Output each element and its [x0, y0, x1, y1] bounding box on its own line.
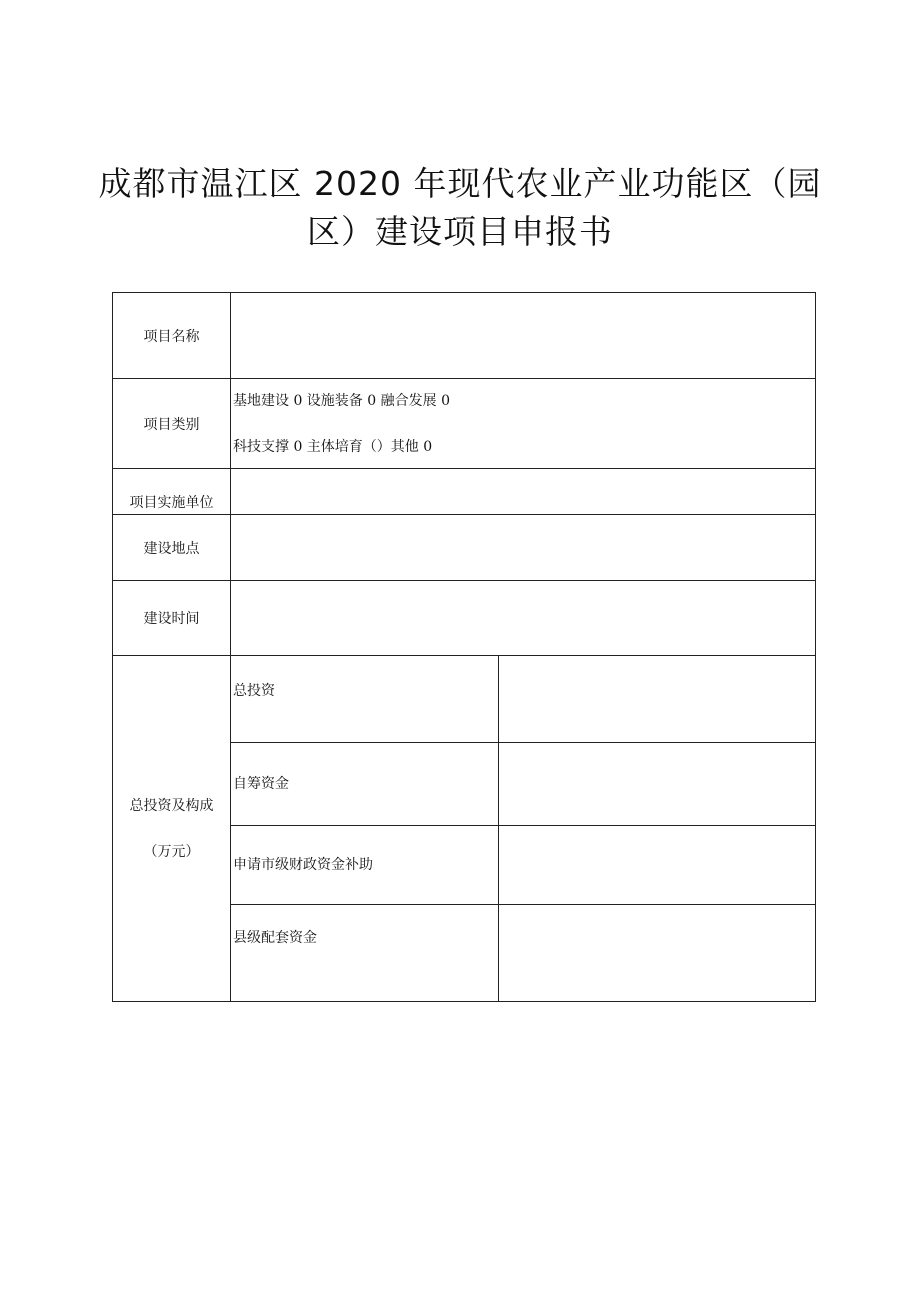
row-total-investment — [113, 656, 816, 743]
investment-label-line-2: （万元） — [143, 843, 200, 860]
project-name-field[interactable] — [231, 293, 816, 379]
document-title-line-2: 区）建设项目申报书 — [307, 212, 613, 251]
project-category-field[interactable] — [231, 379, 816, 469]
location-label: 建设地点 — [113, 515, 231, 581]
municipal-subsidy-field[interactable] — [499, 826, 816, 905]
county-matching-funds-field[interactable] — [499, 905, 816, 1002]
implementing-unit-field[interactable] — [231, 469, 816, 515]
construction-time-label: 建设时间 — [113, 581, 231, 656]
location-field[interactable] — [231, 515, 816, 581]
construction-time-field[interactable] — [231, 581, 816, 656]
investment-label-line-1: 总投资及构成 — [129, 797, 214, 814]
implementing-unit-label: 项目实施单位 — [113, 469, 231, 515]
row-location — [113, 515, 816, 581]
total-investment-label: 总投资 — [231, 656, 499, 743]
row-project-name — [113, 293, 816, 379]
self-raised-funds-label: 自筹资金 — [231, 743, 499, 826]
application-form-table — [112, 292, 816, 1002]
document-title — [60, 160, 860, 256]
county-matching-funds-label: 县级配套资金 — [231, 905, 499, 1002]
category-options-line-1: 基地建设 0 设施装备 0 融合发展 0 — [233, 392, 450, 409]
row-implementing-unit — [113, 469, 816, 515]
self-raised-funds-field[interactable] — [499, 743, 816, 826]
category-options-line-2: 科技支撑 0 主体培育（）其他 0 — [233, 438, 433, 455]
project-name-label: 项目名称 — [113, 293, 231, 379]
row-project-category — [113, 379, 816, 469]
investment-composition-label — [113, 656, 231, 1002]
total-investment-field[interactable] — [499, 656, 816, 743]
municipal-subsidy-label: 申请市级财政资金补助 — [231, 826, 499, 905]
row-construction-time — [113, 581, 816, 656]
project-category-label: 项目类别 — [113, 379, 231, 469]
document-title-line-1: 成都市温江区 2020 年现代农业产业功能区（园 — [98, 164, 822, 203]
